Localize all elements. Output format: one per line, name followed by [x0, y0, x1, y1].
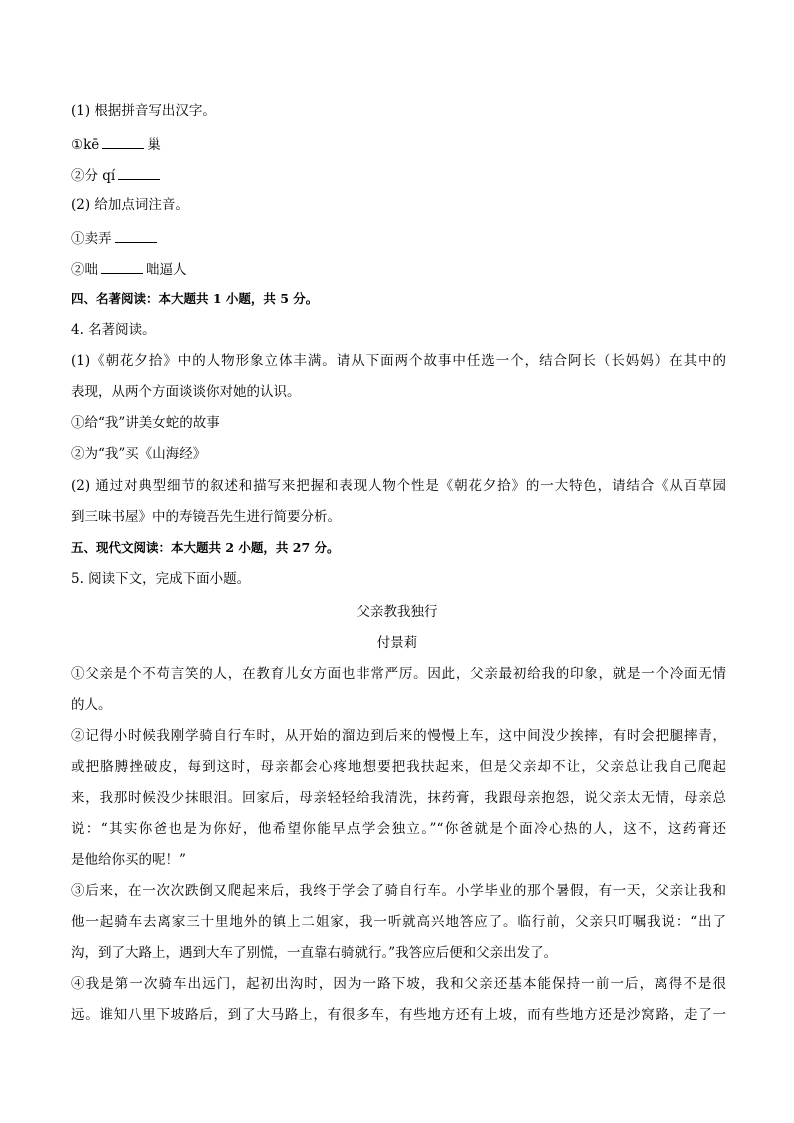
para1-line1: ①父亲是个不苟言笑的人，在教育儿女方面也非常严厉。因此，父亲最初给我的印象，就是一个冷面无情 [71, 666, 726, 682]
article-title: 父亲教我独行 [356, 604, 438, 620]
q4-option2: ②为“我”买《山海经》 [71, 446, 207, 462]
q2-item2 [71, 259, 726, 279]
para4-line1: ④我是第一次骑车出远门，起初出沟时，因为一路下坡，我和父亲还基本能保持一前一后，离得不是很 [71, 976, 726, 992]
q1-item1-suffix: 巢 [147, 137, 161, 153]
q1-heading: (1) 根据拼音写出汉字。 [71, 103, 216, 119]
answer-blank[interactable] [118, 165, 160, 180]
para2-line2: 或把胳膊挫破皮，每到这时，母亲都会心疼地想要把我扶起来，但是父亲却不让，父亲总让我自己爬起 [71, 759, 726, 775]
para4-line2: 远。谁知八里下坡路后，到了大马路上，有很多车，有些地方还有上坡，而有些地方还是沙窝路，走了一 [71, 1007, 726, 1023]
q2-item1-text: ①卖弄 [71, 231, 112, 247]
section4-heading: 四、名著阅读：本大题共 1 小题，共 5 分。 [71, 291, 319, 306]
answer-blank[interactable] [115, 228, 157, 243]
q1-item1-prefix: ①kē [71, 137, 100, 153]
para3-line3: 沟，到了大路上，遇到大车了别慌，一直靠右骑就行。”我答应后便和父亲出发了。 [71, 945, 558, 961]
q2-item2-prefix: ②咄 [71, 262, 98, 278]
para2-line4: 说：“其实你爸也是为你好，他希望你能早点学会独立。”“你爸就是个面冷心热的人，这不，这药膏还 [71, 821, 726, 837]
q2-item2-suffix: 咄逼人 [146, 262, 187, 278]
q2-item1 [71, 228, 726, 248]
q4-p1-line1: (1)《朝花夕拾》中的人物形象立体丰满。请从下面两个故事中任选一个，结合阿长（长妈妈）在其中的 [71, 353, 726, 369]
q4-p1-line2: 表现，从两个方面谈谈你对她的认识。 [71, 384, 301, 400]
para3-line2: 他一起骑车去离家三十里地外的镇上二姐家，我一听就高兴地答应了。临行前，父亲只叮嘱我说：“出了 [71, 914, 726, 930]
q4-label: 4. 名著阅读。 [71, 322, 156, 338]
article-author: 付景莉 [376, 635, 418, 651]
q5-label: 5. 阅读下文，完成下面小题。 [71, 571, 251, 587]
section5-heading: 五、现代文阅读：本大题共 2 小题，共 27 分。 [71, 540, 340, 555]
q2-heading: (2) 给加点词注音。 [71, 197, 189, 213]
para1-line2: 的人。 [71, 697, 112, 713]
para2-line1: ②记得小时候我刚学骑自行车时，从开始的溜边到后来的慢慢上车，这中间没少挨摔，有时会把腿摔青， [71, 728, 726, 744]
q4-option1: ①给“我”讲美女蛇的故事 [71, 415, 220, 431]
q1-item2 [71, 165, 726, 185]
para2-line5: 是他给你买的呢！” [71, 852, 186, 868]
para3-line1: ③后来，在一次次跌倒又爬起来后，我终于学会了骑自行车。小学毕业的那个暑假，有一天，父亲让我和 [71, 883, 726, 899]
para2-line3: 来，我那时候没少抹眼泪。回家后，母亲轻轻给我清洗，抹药膏，我跟母亲抱怨，说父亲太无情，母亲总 [71, 790, 726, 806]
q4-p2-line2: 到三味书屋》中的寿镜吾先生进行简要分析。 [71, 509, 341, 525]
q1-item2-prefix: ②分 qí [71, 168, 116, 184]
q1-item1 [71, 134, 726, 154]
answer-blank[interactable] [101, 259, 143, 274]
answer-blank[interactable] [102, 134, 144, 149]
q4-p2-line1: (2) 通过对典型细节的叙述和描写来把握和表现人物个性是《朝花夕拾》的一大特色，请结合《从百草园 [71, 478, 726, 494]
